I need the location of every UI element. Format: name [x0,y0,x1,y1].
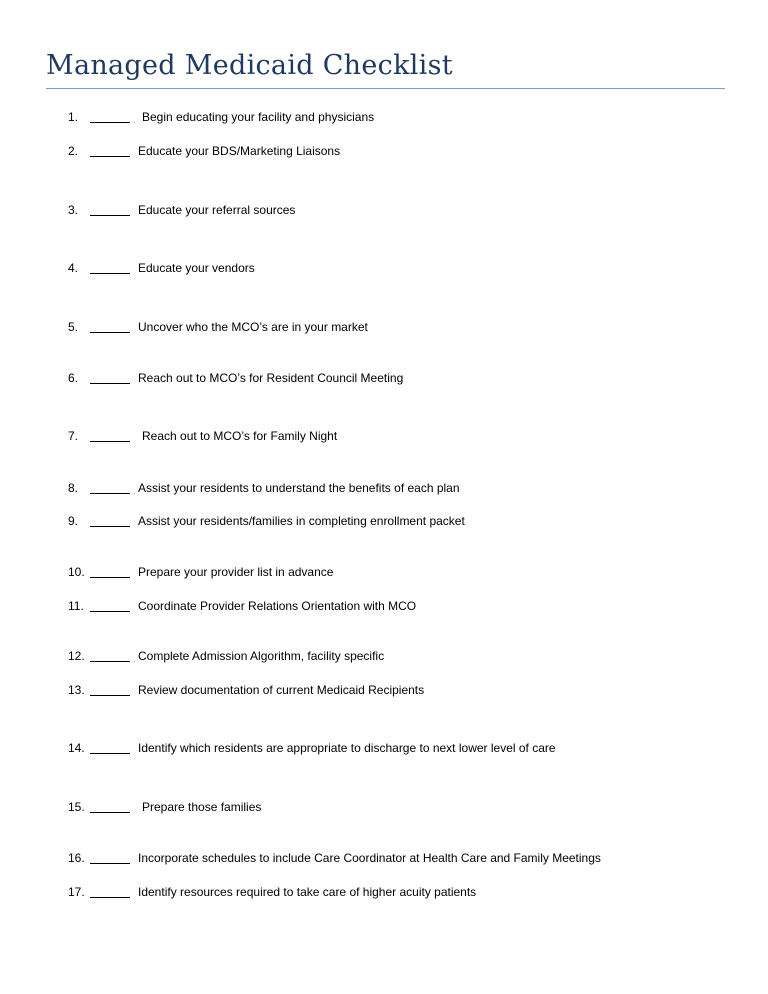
item-number: 7. [68,429,79,443]
checklist-item-14 [0,739,768,757]
item-blank-line [90,566,130,578]
item-number: 11. [68,599,84,613]
checklist-item-13 [0,681,768,699]
checklist-item-16 [0,849,768,867]
item-blank-line [90,372,130,384]
checklist-item-2 [0,142,768,160]
item-blank-line [90,852,130,864]
checklist-item-11 [0,597,768,615]
item-number: 12. [68,649,85,663]
checklist-item-8 [0,479,768,497]
item-blank-line [90,600,130,612]
item-number: 10. [68,565,85,579]
item-number: 5. [68,320,79,334]
item-number: 6. [68,371,79,385]
item-text: Complete Admission Algorithm, facility specific [138,649,385,663]
item-number: 14. [68,741,85,755]
item-blank-line [90,684,130,696]
page-title: Managed Medicaid Checklist [46,50,453,81]
item-number: 8. [68,481,79,495]
item-text: Coordinate Provider Relations Orientation with MCO [138,599,417,613]
item-text: Begin educating your facility and physicians [142,110,375,124]
item-text: Uncover who the MCO’s are in your market [138,320,368,334]
item-text: Educate your vendors [138,261,255,275]
checklist-item-5 [0,318,768,336]
checklist-item-7 [0,427,768,445]
item-blank-line [90,204,130,216]
checklist-item-10 [0,563,768,581]
item-blank-line [90,801,130,813]
item-text: Prepare those families [142,800,262,814]
item-number: 9. [68,514,79,528]
checklist-item-9 [0,512,768,530]
item-number: 3. [68,203,79,217]
checklist-item-1 [0,108,768,126]
item-text: Incorporate schedules to include Care Coordinator at Health Care and Family Meetings [138,851,601,865]
item-text: Educate your BDS/Marketing Liaisons [138,144,341,158]
item-text: Assist your residents to understand the benefits of each plan [138,481,460,495]
item-blank-line [90,111,130,123]
item-text: Educate your referral sources [138,203,296,217]
item-blank-line [90,145,130,157]
item-number: 16. [68,851,85,865]
item-blank-line [90,321,130,333]
checklist-item-4 [0,259,768,277]
item-number: 17. [68,885,85,899]
item-number: 13. [68,683,85,697]
item-text: Identify which residents are appropriate to discharge to next lower level of care [138,741,556,755]
item-text: Reach out to MCO’s for Resident Council Meeting [138,371,404,385]
item-text: Reach out to MCO’s for Family Night [142,429,338,443]
checklist-item-12 [0,647,768,665]
item-text: Identify resources required to take care of higher acuity patients [138,885,477,899]
item-blank-line [90,742,130,754]
item-blank-line [90,650,130,662]
item-number: 15. [68,800,85,814]
title-underline [46,88,725,89]
item-blank-line [90,430,130,442]
item-blank-line [90,515,130,527]
item-text: Prepare your provider list in advance [138,565,334,579]
checklist-item-6 [0,369,768,387]
item-blank-line [90,482,130,494]
item-blank-line [90,262,130,274]
item-number: 2. [68,144,79,158]
checklist-item-15 [0,798,768,816]
item-text: Review documentation of current Medicaid Recipients [138,683,425,697]
item-number: 4. [68,261,79,275]
item-number: 1. [68,110,79,124]
checklist-item-17 [0,883,768,901]
checklist-item-3 [0,201,768,219]
item-text: Assist your residents/families in completing enrollment packet [138,514,465,528]
item-blank-line [90,886,130,898]
